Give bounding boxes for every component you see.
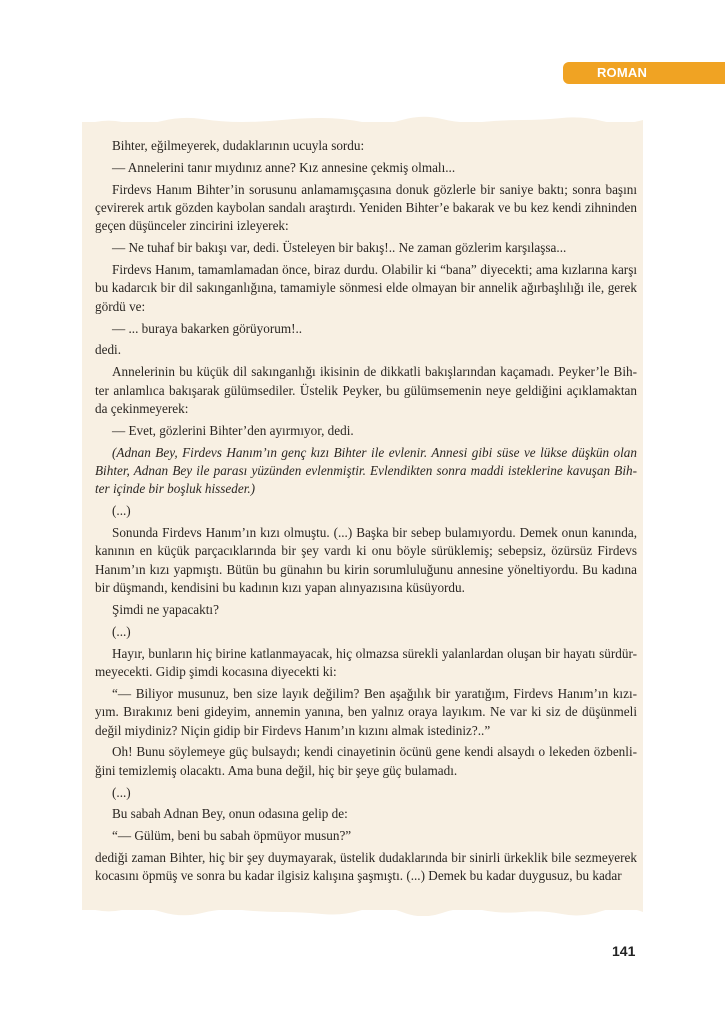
text-line: Firdevs Hanım Bihter’in sorusunu anlamamışçasına donuk gözlerle bir saniye baktı; sonra başını [112, 181, 637, 197]
paragraph [95, 827, 637, 845]
reading-passage-panel [82, 122, 643, 910]
paragraph [95, 685, 637, 740]
paragraph [95, 805, 637, 823]
text-line: Bihter, Adnan Bey ile parası yüzünden evlenmiştir. Evlendikten sonra maddi isteklerine kavuşan Bih- [95, 463, 637, 479]
paragraph [95, 645, 637, 682]
paragraph [95, 422, 637, 440]
passage-text [95, 137, 637, 889]
text-line: — Annelerini tanır mıydınız anne? Kız annesine çekmiş olmalı... [112, 159, 456, 175]
text-line: (...) [112, 623, 131, 639]
section-badge [563, 62, 725, 84]
text-line: ter içinde bir boşluk hisseder.) [95, 481, 256, 497]
text-line: Bu sabah Adnan Bey, onun odasına gelip de: [112, 806, 348, 822]
paragraph [95, 261, 637, 316]
paragraph [95, 363, 637, 418]
text-line: “— Gülüm, beni bu sabah öpmüyor musun?” [112, 828, 352, 844]
text-line: Sonunda Firdevs Hanım’ın kızı olmuştu. (...) Başka bir sebep bulamıyordu. Demek onun kanında, [112, 525, 637, 541]
text-line: Firdevs Hanım, tamamlamadan önce, biraz durdu. Olabilir ki “bana” diyecekti; ama kızlarına karşı [112, 262, 637, 277]
text-line: bir düşmandı, kendisini bu kadının kızı yapan alınyazısına küsüyordu. [95, 580, 465, 596]
text-line: “— Biliyor musunuz, ben size layık değilim? Ben aşağılık bir yaratığım, Firdevs Hanım’ın kızı- [112, 685, 637, 701]
text-line: da çekinmeyerek: [95, 401, 189, 417]
text-line: Annelerinin bu küçük dil sakınganlığı ikisinin de dikkatli bakışlarından kaçamadı. Peyker’le Bih- [112, 364, 637, 380]
text-line: kocasını öpmüş ve sonra bu kadar ilgisiz kalışına şaşmıştı. (...) Demek bu kadar duygusuz, bu kadar [95, 868, 622, 884]
summary-paragraph [95, 444, 637, 499]
page-number: 141 [612, 943, 636, 959]
text-line: (...) [112, 784, 131, 800]
text-line: geçen düşünceler zincirini izleyerek: [95, 218, 289, 234]
paragraph [95, 601, 637, 619]
text-line: Hanım’ın kızı yapmıştı. Bütün bu günahın bu kirin sorumluluğunu annesine yöneltiyordu. Bu kadına [95, 561, 637, 577]
text-line: gördü ve: [95, 298, 146, 314]
paragraph [95, 623, 637, 641]
text-line: Bihter, eğilmeyerek, dudaklarının ucuyla sordu: [112, 138, 365, 153]
paragraph [95, 502, 637, 520]
text-line: yım. Bırakınız beni gideyim, annemin yanına, ben yalnız oraya layıkım. Ne var ki siz de düşünmeli [95, 704, 637, 720]
torn-edge-top [82, 116, 643, 126]
text-line: ğini temizlemiş olacaktı. Ama buna değil, hiç bir şeye güç bulamadı. [95, 762, 458, 778]
text-line: meyecekti. Gidip şimdi kocasına diyecekti ki: [95, 664, 337, 680]
text-line: çevirerek artık gözden kaybolan sandalı araştırdı. Yeniden Bihter’e bakarak ve bu kez kendi zihninden [95, 200, 637, 215]
paragraph [95, 239, 637, 257]
paragraph [95, 181, 637, 236]
text-line: ter anlamlıca bakışarak gülümsediler. Üstelik Peyker, bu gülümsemenin neye geldiğini açıklamaktan [95, 382, 637, 398]
text-line: — Evet, gözlerini Bihter’den ayırmıyor, dedi. [112, 422, 354, 438]
section-badge-label: ROMAN [596, 65, 648, 80]
text-line: Hayır, bunların hiç birine katlanmayacak, hiç olmazsa sürekli yalanlardan oluşan bir hayatı sürdür- [112, 645, 637, 661]
text-line: dediği zaman Bihter, hiç bir şey duymayarak, üstelik dudaklarında bir sinirli ürkeklik bile sezmeyerek [95, 850, 637, 866]
paragraph [95, 320, 637, 338]
text-line: — ... buraya bakarken görüyorum!.. [112, 320, 303, 336]
text-line: bu kadarcık bir dil sakınganlığına, tamamiyle sönmesi elde olmayan bir annelik ağırbaşlılığı ile, gerek [95, 280, 637, 296]
paragraph [95, 524, 637, 598]
paragraph [95, 341, 637, 359]
text-line: — Ne tuhaf bir bakışı var, dedi. Üsteleyen bir bakış!.. Ne zaman gözlerim karşılaşsa... [112, 240, 567, 256]
text-line: (...) [112, 503, 131, 519]
paragraph [95, 849, 637, 886]
text-line: Şimdi ne yapacaktı? [112, 602, 219, 618]
paragraph [95, 137, 637, 155]
paragraph [95, 743, 637, 780]
text-line: (Adnan Bey, Firdevs Hanım’ın genç kızı Bihter ile evlenir. Annesi gibi süse ve lükse düşkün olan [112, 444, 637, 460]
torn-edge-bottom [82, 906, 643, 916]
text-line: Oh! Bunu söylemeye güç bulsaydı; kendi cinayetinin öcünü gene kendi alsaydı o lekeden özbenli- [112, 744, 637, 760]
text-line: dedi. [95, 342, 122, 358]
paragraph [95, 159, 637, 177]
text-line: kanının en küçük parçacıklarında bir şey vardı ki onu böyle sürüklemiş; sebepsiz, özürsüz Firdevs [95, 543, 637, 559]
text-line: değil miydiniz? Niçin gidip bir Firdevs Hanım’ın kızını almak istediniz?..” [95, 722, 491, 738]
paragraph [95, 784, 637, 802]
